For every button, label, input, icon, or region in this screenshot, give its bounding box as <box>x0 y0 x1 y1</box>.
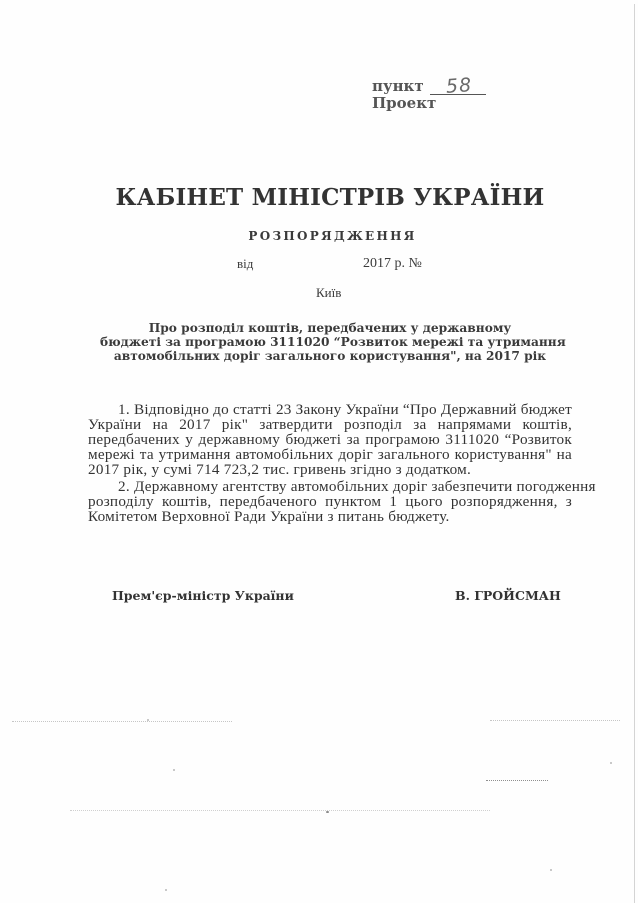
paragraph-line: України на 2017 рік" затвердити розподіл за напрямами коштів, <box>88 416 572 433</box>
draft-label-row <box>372 95 486 112</box>
scan-edge-line <box>634 4 635 903</box>
institution-title: КАБІНЕТ МІНІСТРІВ УКРАЇНИ <box>115 184 545 211</box>
city-label: Київ <box>316 285 342 300</box>
handwritten-item-number: 58 <box>444 74 473 98</box>
paragraph-2 <box>88 478 596 525</box>
paragraph-line: розподілу коштів, передбаченого пунктом 1 цього розпорядження, з <box>88 493 572 510</box>
scan-speck <box>326 811 329 813</box>
heading-line: бюджеті за програмою 3111020 “Розвиток мережі та утримання <box>100 335 566 349</box>
scan-artifact <box>486 780 548 782</box>
heading-line: автомобільних доріг загального користування", на 2017 рік <box>113 349 547 363</box>
signatory-name: В. ГРОЙСМАН <box>455 588 561 603</box>
scan-artifact <box>70 810 490 812</box>
scan-speck <box>147 719 149 721</box>
scan-speck <box>165 889 167 891</box>
paragraph-line: Комітетом Верховної Ради України з питань бюджету. <box>88 508 450 525</box>
signatory-position: Прем'єр-міністр України <box>112 588 294 603</box>
draft-stamp <box>372 74 486 112</box>
item-number-row <box>372 74 486 98</box>
scan-artifact <box>490 720 620 722</box>
paragraph-line: мережі та утримання автомобільних доріг загального користування" на <box>88 446 572 463</box>
scan-speck <box>610 762 612 764</box>
document-heading <box>100 321 566 363</box>
paragraph-line: 2017 рік, у сумі 714 723,2 тис. гривень згідно з додатком. <box>88 461 472 478</box>
paragraph-line: 1. Відповідно до статті 23 Закону України “Про Державний бюджет <box>118 401 573 418</box>
document-type: РОЗПОРЯДЖЕННЯ <box>248 229 417 243</box>
date-from-label: від <box>237 256 254 271</box>
paragraph-line: передбачених у державному бюджеті за програмою 3111020 “Розвиток <box>88 431 572 448</box>
paragraph-1 <box>88 402 572 477</box>
paragraph-line: 2. Державному агентству автомобільних доріг забезпечити погодження <box>118 478 596 495</box>
item-label: пункт <box>372 77 424 95</box>
scan-speck <box>550 869 552 871</box>
date-year-number: 2017 р. № <box>363 256 422 271</box>
heading-line: Про розподіл коштів, передбачених у державному <box>148 321 512 335</box>
item-number-field <box>430 74 486 98</box>
scan-speck <box>173 769 175 771</box>
draft-label: Проект <box>372 94 437 112</box>
scan-artifact <box>12 721 232 723</box>
